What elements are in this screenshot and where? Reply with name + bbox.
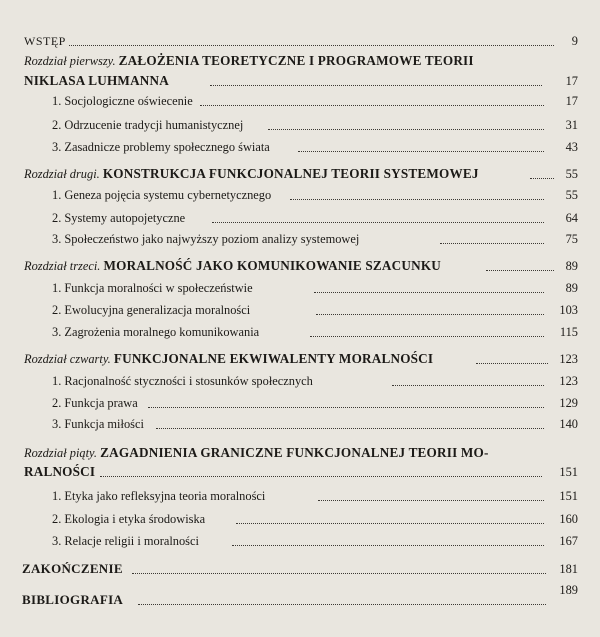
dot-leader (268, 129, 544, 130)
page-number: 9 (571, 34, 578, 48)
dot-leader (138, 604, 546, 605)
section-title: Funkcja moralności w społeczeństwie (64, 281, 253, 295)
chapter-title-line2: RALNOŚCI (24, 464, 98, 480)
dot-leader (298, 151, 544, 152)
section-number: 2. (52, 512, 62, 526)
page-number: 31 (565, 118, 578, 132)
section-title: Systemy autopojetyczne (64, 211, 186, 225)
section-title: Ekologia i etyka środowiska (64, 512, 206, 526)
section-number: 2. (52, 211, 62, 225)
dot-leader (210, 85, 542, 86)
section-title: Funkcja miłości (64, 417, 144, 431)
chapter-title-line2: NIKLASA LUHMANNA (24, 73, 172, 89)
page-number: 89 (565, 259, 578, 273)
section-number: 3. (52, 325, 62, 339)
section-title: Relacje religii i moralności (64, 534, 199, 548)
dot-leader (316, 314, 544, 315)
section-title: Geneza pojęcia systemu cybernetycznego (64, 188, 272, 202)
section-title: Zasadnicze problemy społecznego świata (64, 140, 270, 154)
page-number: 181 (559, 562, 578, 576)
page-number: 75 (565, 232, 578, 246)
page-number: 189 (559, 583, 578, 597)
dot-leader (314, 292, 544, 293)
dot-leader (392, 385, 544, 386)
page-number: 43 (565, 140, 578, 154)
dot-leader (486, 270, 554, 271)
section-title: Racjonalność styczności i stosunków społecznych (64, 374, 313, 388)
page-number: 55 (565, 167, 578, 181)
chapter-label: Rozdział pierwszy. (24, 54, 116, 68)
dot-leader (232, 545, 544, 546)
dot-leader (212, 222, 544, 223)
section-title: Etyka jako refleksyjna teoria moralności (64, 489, 266, 503)
chapter-title: MORALNOŚĆ JAKO KOMUNIKOWANIE SZACUNKU (103, 258, 442, 273)
section-number: 1. (52, 489, 62, 503)
chapter-title: ZAŁOŻENIA TEORETYCZNE I PROGRAMOWE TEORII (118, 53, 474, 68)
page-number: 167 (559, 534, 578, 548)
section-number: 3. (52, 232, 62, 246)
section-number: 1. (52, 281, 62, 295)
chapter-label: Rozdział piąty. (24, 446, 97, 460)
dot-leader (290, 199, 544, 200)
chapter-label: Rozdział trzeci. (24, 259, 101, 273)
section-number: 1. (52, 94, 62, 108)
dot-leader (530, 178, 554, 179)
page-number: 151 (559, 465, 578, 479)
page-number: 64 (565, 211, 578, 225)
section-number: 3. (52, 140, 62, 154)
section-title: Zagrożenia moralnego komunikowania (64, 325, 260, 339)
section-number: 1. (52, 188, 62, 202)
page-number: 17 (565, 74, 578, 88)
dot-leader (200, 105, 544, 106)
dot-leader (100, 476, 542, 477)
entry-title: WSTĘP (24, 33, 69, 49)
dot-leader (58, 45, 554, 46)
dot-leader (148, 407, 544, 408)
section-title: Socjologiczne oświecenie (64, 94, 193, 108)
chapter-title: FUNKCJONALNE EKWIWALENTY MORALNOŚCI (113, 351, 434, 366)
page-number: 17 (565, 94, 578, 108)
section-number: 3. (52, 417, 62, 431)
section-title: Ewolucyjna generalizacja moralności (64, 303, 251, 317)
entry-title: ZAKOŃCZENIE (22, 561, 126, 577)
page-number: 123 (559, 374, 578, 388)
chapter-title: ZAGADNIENIA GRANICZNE FUNKCJONALNEJ TEORII MO- (100, 445, 489, 460)
page-number: 129 (559, 396, 578, 410)
section-number: 2. (52, 303, 62, 317)
dot-leader (236, 523, 544, 524)
page-number: 55 (565, 188, 578, 202)
chapter-title: KONSTRUKCJA FUNKCJONALNEJ TEORII SYSTEMOWEJ (102, 166, 479, 181)
page-number: 140 (559, 417, 578, 431)
page-number: 115 (559, 325, 578, 339)
section-title: Funkcja prawa (64, 396, 138, 410)
page-number: 123 (559, 352, 578, 366)
entry-title: BIBLIOGRAFIA (22, 592, 126, 608)
section-number: 2. (52, 118, 62, 132)
page-number: 160 (559, 512, 578, 526)
section-title: Odrzucenie tradycji humanistycznej (64, 118, 244, 132)
page-number: 103 (559, 303, 578, 317)
dot-leader (476, 363, 548, 364)
dot-leader (318, 500, 544, 501)
section-number: 3. (52, 534, 62, 548)
dot-leader (156, 428, 544, 429)
page-number: 89 (565, 281, 578, 295)
section-number: 1. (52, 374, 62, 388)
section-number: 2. (52, 396, 62, 410)
chapter-label: Rozdział czwarty. (24, 352, 111, 366)
dot-leader (440, 243, 544, 244)
dot-leader (310, 336, 544, 337)
page-number: 151 (559, 489, 578, 503)
chapter-label: Rozdział drugi. (24, 167, 100, 181)
dot-leader (132, 573, 546, 574)
section-title: Społeczeństwo jako najwyższy poziom analizy systemowej (64, 232, 360, 246)
